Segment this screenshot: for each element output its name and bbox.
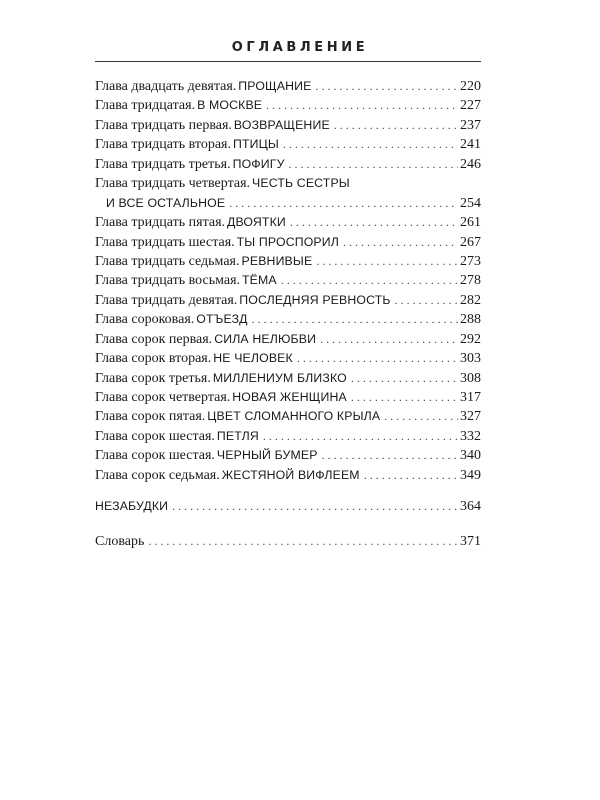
section-title: НЕЗАБУДКИ bbox=[95, 499, 169, 514]
chapter-number: Глава тридцать первая. bbox=[95, 117, 232, 133]
page-number: 282 bbox=[460, 292, 481, 308]
toc-entry[interactable] bbox=[95, 213, 481, 232]
toc-entry[interactable] bbox=[95, 116, 481, 135]
toc-entry[interactable] bbox=[95, 271, 481, 290]
table-of-contents bbox=[95, 77, 481, 551]
toc-entry[interactable] bbox=[95, 291, 481, 310]
dot-leader bbox=[322, 446, 458, 465]
page-number: 340 bbox=[460, 448, 481, 464]
page-number: 241 bbox=[460, 137, 481, 153]
toc-entry[interactable] bbox=[95, 233, 481, 252]
chapter-number: Глава тридцать восьмая. bbox=[95, 273, 241, 289]
page-number: 220 bbox=[460, 79, 481, 94]
toc-entry[interactable] bbox=[95, 349, 481, 368]
heading-divider bbox=[95, 61, 481, 62]
dot-leader bbox=[395, 291, 458, 310]
page-number: 364 bbox=[460, 499, 481, 515]
page-number: 246 bbox=[460, 156, 481, 172]
toc-entry[interactable] bbox=[95, 369, 481, 388]
dot-leader bbox=[334, 116, 458, 135]
toc-entry[interactable] bbox=[95, 330, 481, 349]
chapter-title: ТЫ ПРОСПОРИЛ bbox=[236, 234, 339, 249]
dot-leader bbox=[290, 213, 458, 232]
page-number: 267 bbox=[460, 234, 481, 250]
chapter-title: МИЛЛЕНИУМ БЛИЗКО bbox=[212, 370, 347, 385]
toc-entry[interactable] bbox=[95, 155, 481, 174]
dot-leader bbox=[316, 252, 458, 271]
chapter-title: ВОЗВРАЩЕНИЕ bbox=[233, 117, 330, 132]
dot-leader bbox=[148, 532, 458, 551]
chapter-title: ЧЕСТЬ СЕСТРЫ bbox=[252, 176, 350, 191]
page-number: 332 bbox=[460, 428, 481, 444]
page-number: 261 bbox=[460, 215, 481, 231]
chapter-number: Глава тридцать пятая. bbox=[95, 215, 226, 231]
dot-leader bbox=[172, 497, 458, 516]
dot-leader bbox=[289, 155, 458, 174]
chapter-number: Глава сорок вторая. bbox=[95, 351, 212, 367]
page-number: 254 bbox=[460, 195, 481, 211]
chapter-number: Глава тридцать шестая. bbox=[95, 234, 235, 250]
chapter-number: Глава сорок четвертая. bbox=[95, 390, 231, 405]
chapter-number: Глава сорок седьмая. bbox=[95, 467, 220, 483]
chapter-title: ПРОЩАНИЕ bbox=[238, 79, 312, 93]
toc-entry[interactable] bbox=[95, 466, 481, 485]
toc-entry[interactable] bbox=[95, 135, 481, 154]
chapter-title: ЖЕСТЯНОЙ ВИФЛЕЕМ bbox=[221, 467, 360, 482]
chapter-number: Глава сороковая. bbox=[95, 312, 195, 328]
chapter-title: ДВОЯТКИ bbox=[227, 215, 286, 230]
toc-entry-section[interactable] bbox=[95, 497, 481, 516]
dot-leader bbox=[315, 77, 458, 96]
toc-entry[interactable] bbox=[95, 252, 481, 271]
dot-leader bbox=[351, 388, 458, 407]
chapter-title: НЕ ЧЕЛОВЕК bbox=[213, 351, 293, 366]
chapter-title: ПТИЦЫ bbox=[232, 137, 279, 152]
dot-leader bbox=[384, 407, 458, 426]
chapter-number: Глава сорок третья. bbox=[95, 370, 211, 386]
chapter-number: Глава тридцать вторая. bbox=[95, 137, 231, 153]
page-number: 308 bbox=[460, 370, 481, 386]
chapter-number: Глава сорок шестая. bbox=[95, 428, 215, 444]
chapter-number: Глава двадцать девятая. bbox=[95, 79, 237, 94]
toc-entry[interactable] bbox=[95, 96, 481, 115]
dot-leader bbox=[252, 310, 458, 329]
chapter-number: Глава сорок пятая. bbox=[95, 409, 206, 425]
chapter-title: ОТЪЕЗД bbox=[196, 312, 248, 327]
chapter-number: Глава тридцать третья. bbox=[95, 156, 231, 172]
chapter-title: НОВАЯ ЖЕНЩИНА bbox=[232, 390, 347, 404]
chapter-title: ЧЕРНЫЙ БУМЕР bbox=[216, 448, 318, 463]
toc-entry-continuation[interactable] bbox=[95, 194, 481, 213]
toc-entry[interactable] bbox=[95, 388, 481, 407]
chapter-title: ТЁМА bbox=[242, 273, 277, 288]
page-number: 371 bbox=[460, 533, 481, 549]
dot-leader bbox=[266, 96, 458, 115]
page-number: 303 bbox=[460, 351, 481, 367]
chapter-title: ЦВЕТ СЛОМАННОГО КРЫЛА bbox=[207, 409, 381, 424]
chapter-number: Глава тридцатая. bbox=[95, 98, 196, 114]
section-title: Словарь bbox=[95, 533, 145, 549]
chapter-number: Глава тридцать седьмая. bbox=[95, 253, 240, 269]
page-number: 292 bbox=[460, 331, 481, 347]
dot-leader bbox=[364, 466, 458, 485]
dot-leader bbox=[297, 349, 458, 368]
dot-leader bbox=[229, 194, 458, 213]
dot-leader bbox=[263, 427, 458, 446]
toc-entry[interactable] bbox=[95, 446, 481, 465]
page-number: 288 bbox=[460, 312, 481, 328]
chapter-title: РЕВНИВЫЕ bbox=[241, 253, 313, 268]
chapter-number: Глава тридцать девятая. bbox=[95, 292, 238, 308]
toc-entry-glossary[interactable] bbox=[95, 532, 481, 551]
dot-leader bbox=[283, 135, 458, 154]
chapter-title: ПОФИГУ bbox=[232, 156, 285, 171]
dot-leader bbox=[343, 233, 458, 252]
chapter-title: В МОСКВЕ bbox=[197, 98, 263, 113]
page-number: 317 bbox=[460, 390, 481, 405]
page-number: 237 bbox=[460, 117, 481, 133]
chapter-title: ПОСЛЕДНЯЯ РЕВНОСТЬ bbox=[239, 292, 391, 307]
chapter-number: Глава сорок первая. bbox=[95, 331, 213, 347]
chapter-number: Глава тридцать четвертая. bbox=[95, 176, 251, 192]
chapter-title-continuation: И ВСЕ ОСТАЛЬНОЕ bbox=[106, 195, 226, 210]
toc-entry[interactable] bbox=[95, 427, 481, 446]
toc-entry[interactable] bbox=[95, 310, 481, 329]
dot-leader bbox=[281, 271, 458, 290]
dot-leader bbox=[351, 369, 458, 388]
chapter-title: СИЛА НЕЛЮБВИ bbox=[214, 331, 317, 346]
toc-entry[interactable] bbox=[95, 77, 481, 96]
page-number: 349 bbox=[460, 467, 481, 483]
toc-entry[interactable] bbox=[95, 407, 481, 426]
dot-leader bbox=[320, 330, 458, 349]
toc-entry[interactable] bbox=[95, 174, 481, 193]
page-number: 273 bbox=[460, 253, 481, 269]
page-number: 327 bbox=[460, 409, 481, 425]
page-title: ОГЛАВЛЕНИЕ bbox=[231, 40, 369, 55]
chapter-title: ПЕТЛЯ bbox=[216, 428, 259, 443]
chapter-number: Глава сорок шестая. bbox=[95, 448, 215, 464]
page-number: 227 bbox=[460, 98, 481, 114]
page-number: 278 bbox=[460, 273, 481, 289]
